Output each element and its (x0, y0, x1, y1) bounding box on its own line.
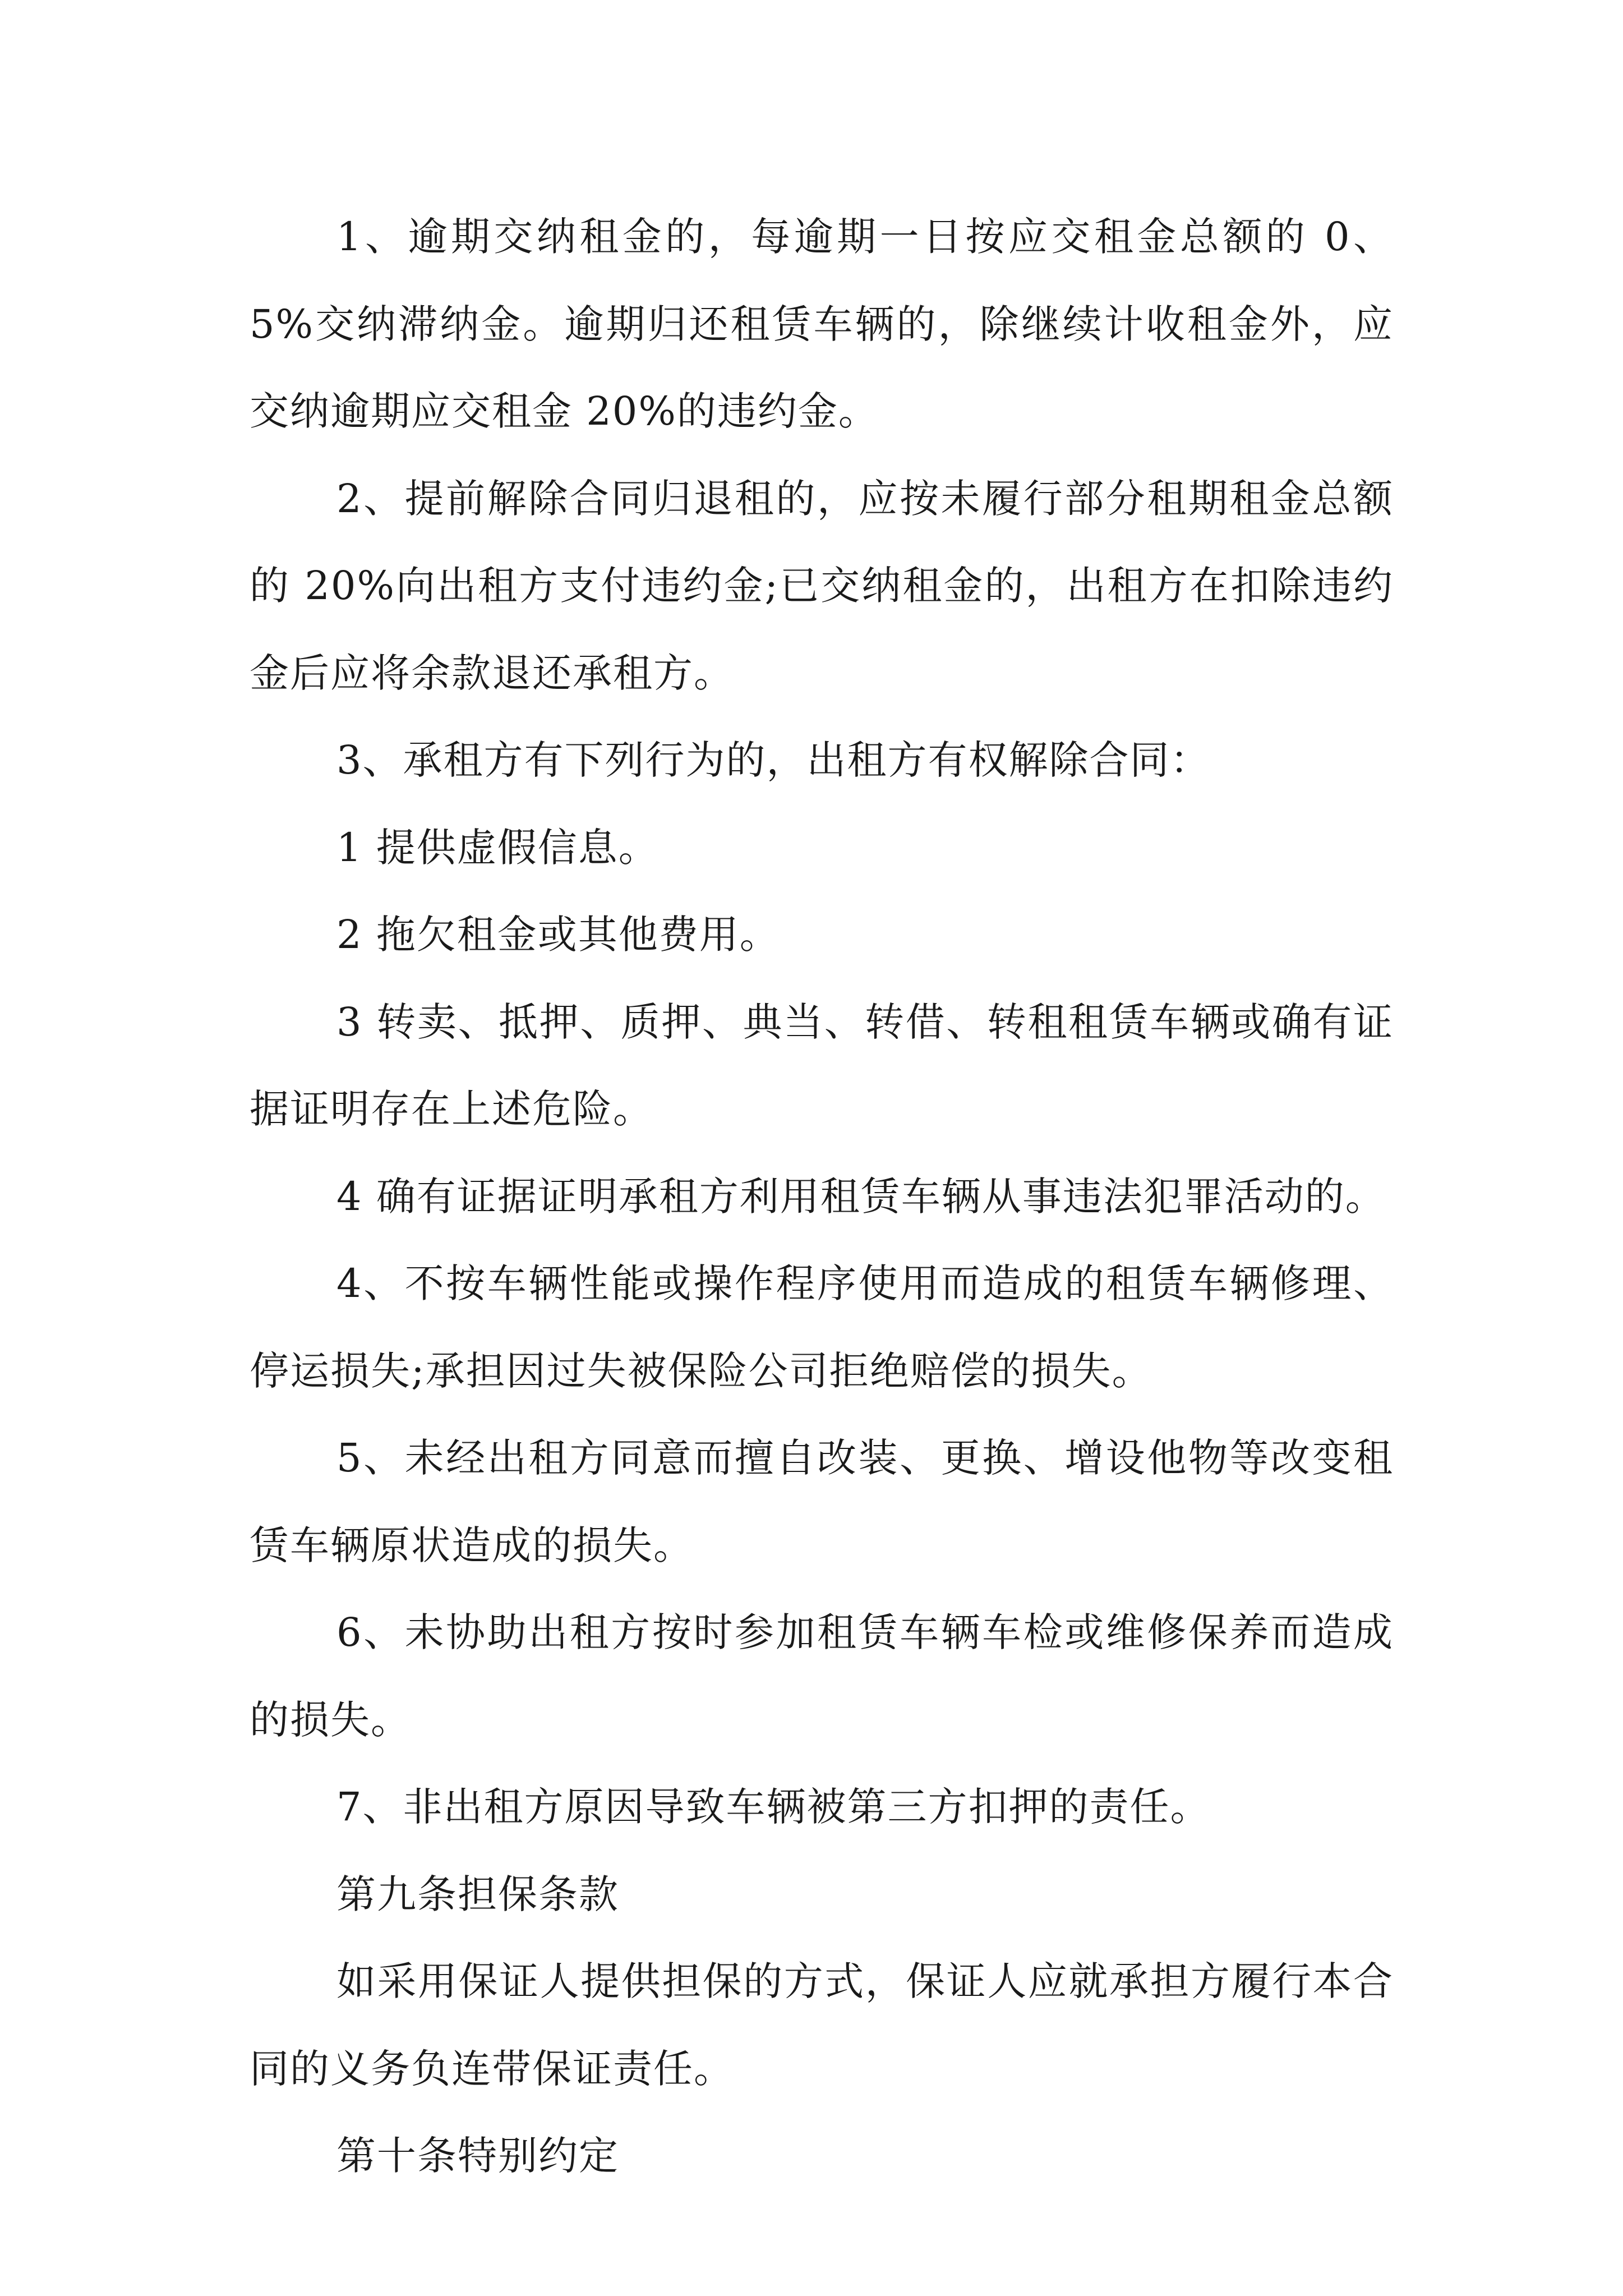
clause-third-party-seizure: 7、非出租方原因导致车辆被第三方扣押的责任。 (336, 1784, 1211, 1830)
termination-item-illegal-use: 4 确有证据证明承租方利用租赁车辆从事违法犯罪活动的。 (336, 1173, 1386, 1220)
clause-lessor-termination-rights: 3、承租方有下列行为的，出租方有权解除合同： (336, 737, 1211, 783)
termination-item-false-info: 1 提供虚假信息。 (336, 824, 659, 871)
termination-item-arrears: 2 拖欠租金或其他费用。 (336, 912, 780, 958)
document-body (250, 194, 1394, 2200)
clause-unauthorized-modification: 5、未经出租方同意而擅自改装、更换、增设他物等改变租赁车辆原状造成的损失。 (250, 1435, 1394, 1568)
clause-improper-operation: 4、不按车辆性能或操作程序使用而造成的租赁车辆修理、停运损失;承担因过失被保险公司拒绝赔偿的损失。 (250, 1260, 1394, 1394)
clause-early-termination: 2、提前解除合同归退租的，应按未履行部分租期租金总额的 20%向出租方支付违约金;已交纳租金的，出租方在扣除违约金后应将余款退还承租方。 (250, 475, 1394, 696)
heading-article-10: 第十条特别约定 (336, 2133, 619, 2179)
heading-article-9: 第九条担保条款 (336, 1871, 619, 1917)
termination-item-transfer: 3 转卖、抵押、质押、典当、转借、转租租赁车辆或确有证据证明存在上述危险。 (250, 999, 1394, 1132)
clause-late-payment: 1、逾期交纳租金的，每逾期一日按应交租金总额的 0、5%交纳滞纳金。逾期归还租赁车辆的，除继续计收租金外，应交纳逾期应交租金 20%的违约金。 (250, 214, 1394, 434)
clause-inspection-maintenance: 6、未协助出租方按时参加租赁车辆车检或维修保养而造成的损失。 (250, 1609, 1394, 1743)
clause-guarantee: 如采用保证人提供担保的方式，保证人应就承担方履行本合同的义务负连带保证责任。 (250, 1958, 1394, 2092)
